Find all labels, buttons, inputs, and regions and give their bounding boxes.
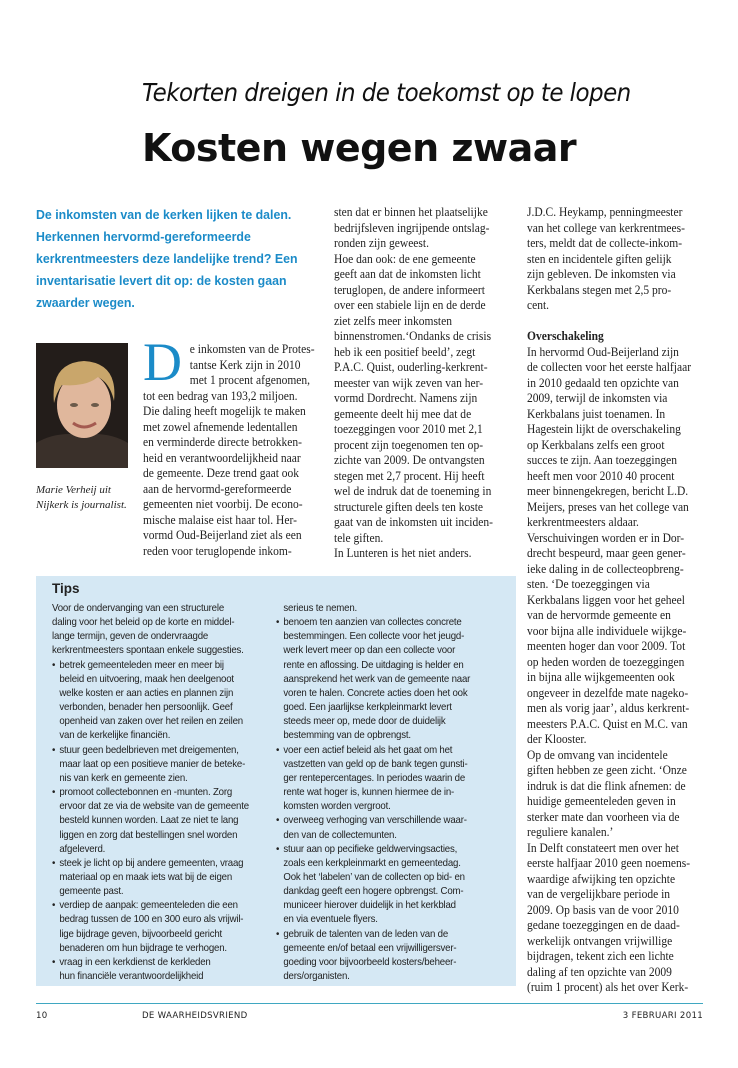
text-line: Kerkbalans liggen voor het geheel — [527, 592, 685, 607]
text-line: gemeente en/of betaal een vrijwilligersver- — [283, 941, 457, 954]
text-line: vastzetten van geld op de bank tegen gunsti- — [283, 757, 468, 770]
text-line: daling voor het beleid op de korte en middel- — [52, 616, 235, 629]
text-line: Op de omvang van incidentele — [527, 747, 668, 762]
page-number: 10 — [36, 1011, 48, 1021]
text-line: Meijers, preses van het college van — [527, 499, 689, 514]
tips-title: Tips — [52, 581, 80, 596]
text-line: inventarisatie levert dit op: de kosten gaan — [36, 273, 287, 288]
text-line: In hervormd Oud-Beijerland zijn — [527, 344, 679, 359]
text-line: ders/organisten. — [283, 970, 350, 983]
text-line: van het college van kerkrentmees- — [527, 220, 685, 235]
body-column-3 — [527, 205, 691, 996]
tip-bullet-item — [52, 658, 249, 743]
text-line: ronden zijn geweest. — [334, 236, 429, 250]
tips-column-right — [276, 601, 470, 983]
text-line: in bijna alle wijkgemeenten ook — [527, 670, 675, 684]
text-line: waardige afwijking ten opzichte — [527, 871, 676, 886]
text-line: rente wat hoger is, kunnen hiermee de in- — [283, 786, 455, 799]
text-line: drecht bespeurd, maar geen gener- — [527, 546, 686, 560]
text-line: geeft aan dat de inkomsten licht — [334, 267, 481, 281]
text-line: 2009, terwijl de inkomsten via — [527, 391, 668, 405]
text-line: In Delft constateert men over het — [527, 840, 679, 855]
drop-cap: D — [143, 332, 182, 392]
text-line: zichte van 2009. De ontvangsten — [334, 453, 485, 467]
text-line: liggen en zorg dat bestellingen snel worden — [59, 828, 238, 841]
text-line: steeds meer op, mede door de duidelijk — [283, 715, 446, 728]
text-line: huidige gemeenteleden geven in — [527, 794, 676, 808]
spacer — [527, 314, 691, 330]
tip-bullet-item — [52, 743, 249, 785]
article-intro — [36, 204, 298, 314]
tip-bullet-item — [276, 842, 470, 927]
text-line: nis van kerk en gemeente zien. — [59, 771, 188, 784]
text-line: voren te halen. Concrete acties doen het ook — [283, 686, 468, 699]
text-line: over een stabiele lijn en de derde — [334, 298, 486, 312]
text-line: Kerkbalans juist toenamen. In — [527, 406, 666, 421]
tip-bullet-item — [276, 615, 470, 742]
text-line: afgeleverd. — [59, 842, 106, 855]
text-line: verbonden, benader hen persoonlijk. Geef — [59, 701, 233, 714]
text-line: J.D.C. Heykamp, penningmeester — [527, 205, 683, 219]
text-line: Verschuivingen worden er in Dor- — [527, 530, 685, 545]
text-line: Kerkbalans stegen met 2,5 pro- — [527, 282, 672, 297]
column-3-paragraph-1 — [527, 205, 691, 314]
text-line: openheid van zaken over het reilen en zeilen — [59, 715, 244, 728]
text-line: tele giften. — [334, 530, 384, 545]
text-line: wel de indruk dat de toeneming in — [334, 484, 492, 498]
text-line: in 2010 gedaald ten opzichte van — [527, 375, 679, 390]
text-line: kerkrentmeesters aldaar. — [527, 515, 639, 529]
text-line: serieus te nemen. — [283, 602, 358, 614]
text-line: Nijkerk is journalist. — [36, 499, 127, 511]
text-line: Herkennen hervormd-gereformeerde — [36, 229, 251, 244]
author-photo — [36, 343, 128, 468]
text-line: bijdragen, tekent zich een lichte — [527, 949, 674, 963]
text-line: binnenstromen.‘Ondanks de crisis — [334, 329, 492, 343]
text-line: kerkrentmeesters spontaan enkele suggesties. — [52, 644, 244, 657]
text-line: ger rentepercentages. In periodes waarin de — [283, 771, 466, 784]
text-line: meester van wijk zeven van her- — [334, 375, 484, 390]
text-line: tantse Kerk zijn in 2010 — [189, 357, 301, 372]
text-line: municeer hierover duidelijk in het kerkblad — [283, 899, 456, 912]
tip-bullet-item — [52, 856, 249, 898]
text-line: daling af ten opzichte van 2009 — [527, 964, 672, 979]
text-line: bestemmingen. Een collecte voor het jeugd- — [283, 630, 465, 643]
text-line: • gebruik de talenten van de leden van de — [276, 927, 470, 941]
text-line: Ook het ‘labelen’ van de collecten op bid- en — [283, 870, 465, 883]
text-line: bedrag tussen de 100 en 300 euro als vrijwil- — [59, 913, 244, 926]
text-line: vormd Oud-Beijerland ziet als een — [143, 528, 302, 542]
text-line: • stuur aan op pecifieke geldwervingsacties, — [276, 842, 470, 856]
text-line: sten. ‘De toezeggingen via — [527, 577, 650, 591]
text-line: dankdag geeft een hogere opbrengst. Com- — [283, 885, 464, 898]
text-line: heeft men voor 2010 40 procent — [527, 468, 675, 483]
text-line: en via eventuele flyers. — [283, 913, 378, 926]
text-line: stegen met 2,7 procent. Hij heeft — [334, 468, 485, 483]
subheading: Overschakeling — [527, 329, 604, 343]
text-line: e inkomsten van de Protes- — [189, 342, 315, 356]
text-line: sten en incidentele giften gelijk — [527, 251, 672, 266]
text-line: kerkrentmeesters deze landelijke trend? Een — [36, 251, 298, 266]
text-line: goed. Een jaarlijkse kerkpleinmarkt levert — [283, 701, 452, 714]
text-line: In Lunteren is het niet anders. — [334, 546, 472, 560]
text-line: De inkomsten van de kerken lijken te dalen. — [36, 207, 292, 222]
text-line: werk levert meer op dan een collecte voor — [283, 644, 456, 657]
text-line: ervoor dat ze via de website van de gemeente — [59, 800, 249, 813]
text-line: rente en aflossing. De uitdaging is helder en — [283, 658, 464, 671]
text-line: welke kosten er aan acties en plannen zijn — [59, 686, 234, 699]
text-line: maar laat op een positieve manier de beteke- — [59, 757, 246, 770]
text-line: materiaal op en maak iets wat bij de eigen — [59, 870, 233, 883]
text-line: giften hebben ze geen zicht. ‘Onze — [527, 763, 687, 777]
text-line: • steek je licht op bij andere gemeenten, vraag — [52, 856, 249, 870]
text-line: lange termijn, geven de ondervraagde — [52, 630, 209, 643]
text-line: Hoe dan ook: de ene gemeente — [334, 251, 476, 266]
text-line: heb ik een positief beeld’, zegt — [334, 344, 476, 359]
author-portrait-image — [36, 343, 128, 468]
text-line: hun financiële verantwoordelijkheid — [59, 970, 204, 983]
text-line: P.A.C. Quist, ouderling-kerkrent- — [334, 360, 488, 374]
text-line: • voer een actief beleid als het gaat om het — [276, 743, 470, 757]
author-caption — [36, 483, 127, 513]
text-line: structurele giften deels ten koste — [334, 499, 484, 514]
text-line: cent. — [527, 298, 550, 312]
issue-date: 3 FEBRUARI 2011 — [622, 1011, 703, 1021]
text-line: Hagestein lijkt de overschakeling — [527, 422, 681, 436]
text-line: bedrijfsleven ingrijpende ontslag- — [334, 220, 490, 235]
text-line: zwaarder wegen. — [36, 295, 135, 310]
tip-paragraph — [52, 601, 249, 658]
text-line: goeding voor bijvoorbeeld kosters/beheer- — [283, 955, 457, 968]
tips-column-left — [52, 601, 249, 983]
text-line: komsten worden vergroot. — [283, 800, 391, 813]
text-line: besteld kunnen worden. Laat ze niet te lang — [59, 814, 239, 827]
tip-bullet-item — [52, 955, 249, 983]
text-line: succes te zijn. Aan toezeggingen — [527, 453, 677, 467]
text-line: (ruim 1 procent) als het over Kerk- — [527, 980, 689, 994]
text-line: werkelijk ontvangen vrijwillige — [527, 933, 673, 948]
text-line: Marie Verheij uit — [36, 484, 111, 496]
text-line: gedane toezeggingen en de daad- — [527, 918, 680, 932]
text-line: toezeggingen voor 2010 met 2,1 — [334, 422, 483, 436]
text-line: en verminderde directe betrokken- — [143, 435, 302, 449]
text-line: reden voor teruglopende inkom- — [143, 543, 292, 558]
text-line: 2009. Op basis van de voor 2010 — [527, 902, 679, 917]
tip-bullet-item — [276, 743, 470, 814]
text-line: aansprekend het werk van de gemeente naar — [283, 672, 471, 685]
text-line: • stuur geen bedelbrieven met dreigementen, — [52, 743, 249, 757]
text-line: zijn gebleven. De inkomsten via — [527, 267, 676, 281]
text-line: vormd Dordrecht. Namens zijn — [334, 391, 478, 405]
text-line: met zowel afnemende ledentallen — [143, 419, 298, 434]
text-line: de collecten voor het eerste halfjaar — [527, 360, 692, 374]
text-line: beleid en uitvoering, maak hen deelgenoot — [59, 672, 234, 685]
magazine-name: DE WAARHEIDSVRIEND — [142, 1011, 248, 1021]
text-line: ters, meldt dat de collecte-inkom- — [527, 236, 683, 250]
text-line: meenten hoger dan voor 2009. Tot — [527, 639, 686, 653]
text-line: gemeente deelt hij mee dat de — [334, 406, 472, 421]
text-line: aan de hervormd-gereformeerde — [143, 481, 292, 496]
text-line: benaderen om hun bijdrage te verhogen. — [59, 941, 227, 954]
text-line: Voor de ondervanging van een structurele — [52, 602, 225, 614]
text-line: met 1 procent afgenomen, — [189, 373, 311, 387]
text-line: meesters P.A.C. Quist en M.C. van — [527, 716, 688, 731]
text-line: ongeveer in dezelfde mate nageko- — [527, 685, 689, 700]
text-line: den van de collectemunten. — [283, 828, 397, 841]
text-line: mische malaise eist haar tol. Her- — [143, 512, 297, 527]
text-line: van de vergelijkbare periode in — [527, 887, 671, 901]
body-column-1 — [143, 342, 315, 559]
text-line: reguliere kanalen.’ — [527, 825, 614, 839]
text-line: ieke daling in de collecteopbreng- — [527, 561, 684, 576]
text-line: tot een bedrag van 193,2 miljoen. — [143, 388, 298, 403]
article-kicker: Tekorten dreigen in de toekomst op te lopen — [142, 78, 631, 107]
text-line: der Klooster. — [527, 732, 587, 746]
text-line: • overweeg verhoging van verschillende waar- — [276, 813, 470, 827]
text-line: bestemming van de opbrengst. — [283, 729, 411, 742]
text-line: gemeenten niet voorbij. De econo- — [143, 497, 303, 511]
text-line: teruglopen, de andere informeert — [334, 282, 485, 297]
text-line: sten dat er binnen het plaatselijke — [334, 205, 488, 219]
text-line: zoals een kerkpleinmarkt en gemeentedag. — [283, 856, 461, 869]
text-line: • verdiep de aanpak: gemeenteleden die een — [52, 898, 249, 912]
column-3-paragraph-2 — [527, 345, 691, 996]
text-line: eerste halfjaar 2010 geen noemens- — [527, 856, 691, 870]
text-line: • vraag in een kerkdienst de kerkleden — [52, 955, 249, 969]
article-headline: Kosten wegen zwaar — [142, 126, 577, 170]
text-line: gemeente past. — [59, 885, 124, 898]
text-line: indruk is dat die flink afnemen: de — [527, 778, 686, 793]
body-column-2 — [334, 205, 493, 562]
text-line: men als vorig jaar’, aldus kerkrent- — [527, 701, 690, 715]
tip-bullet-item — [276, 927, 470, 984]
text-line: van de hervormde gemeente en — [527, 608, 671, 622]
text-line: meer binnengekregen, bericht L.D. — [527, 484, 689, 498]
text-line: op heden worden de toezeggingen — [527, 654, 685, 669]
text-line: procent zijn toegenomen ten op- — [334, 437, 484, 452]
text-line: ziet zelfs meer inkomsten — [334, 313, 453, 328]
text-line: sterker mate dan voorheen via de — [527, 809, 680, 824]
text-line: • betrek gemeenteleden meer en meer bij — [52, 658, 249, 672]
text-line: lige bijdrage geven, bijvoorbeeld gericht — [59, 927, 223, 940]
tip-bullet-item — [52, 785, 249, 856]
text-line: van de kerkelijke financiën. — [59, 729, 171, 742]
tip-bullet-item — [52, 898, 249, 955]
text-line: de gemeente. Deze trend gaat ook — [143, 466, 300, 480]
tip-paragraph — [276, 601, 470, 615]
text-line: • promoot collectebonnen en -munten. Zorg — [52, 785, 249, 799]
footer-rule — [36, 1003, 703, 1004]
tip-bullet-item — [276, 813, 470, 841]
text-line: heid en verantwoordelijkheid naar — [143, 450, 301, 465]
text-line: • benoem ten aanzien van collectes concrete — [276, 615, 470, 629]
text-line: gaat van de inkomsten uit inciden- — [334, 515, 493, 529]
text-line: Die daling heeft mogelijk te maken — [143, 404, 306, 418]
text-line: voor bijna alle individuele wijkge- — [527, 623, 687, 638]
text-line: op Kerkbalans zelfs een groot — [527, 437, 665, 452]
